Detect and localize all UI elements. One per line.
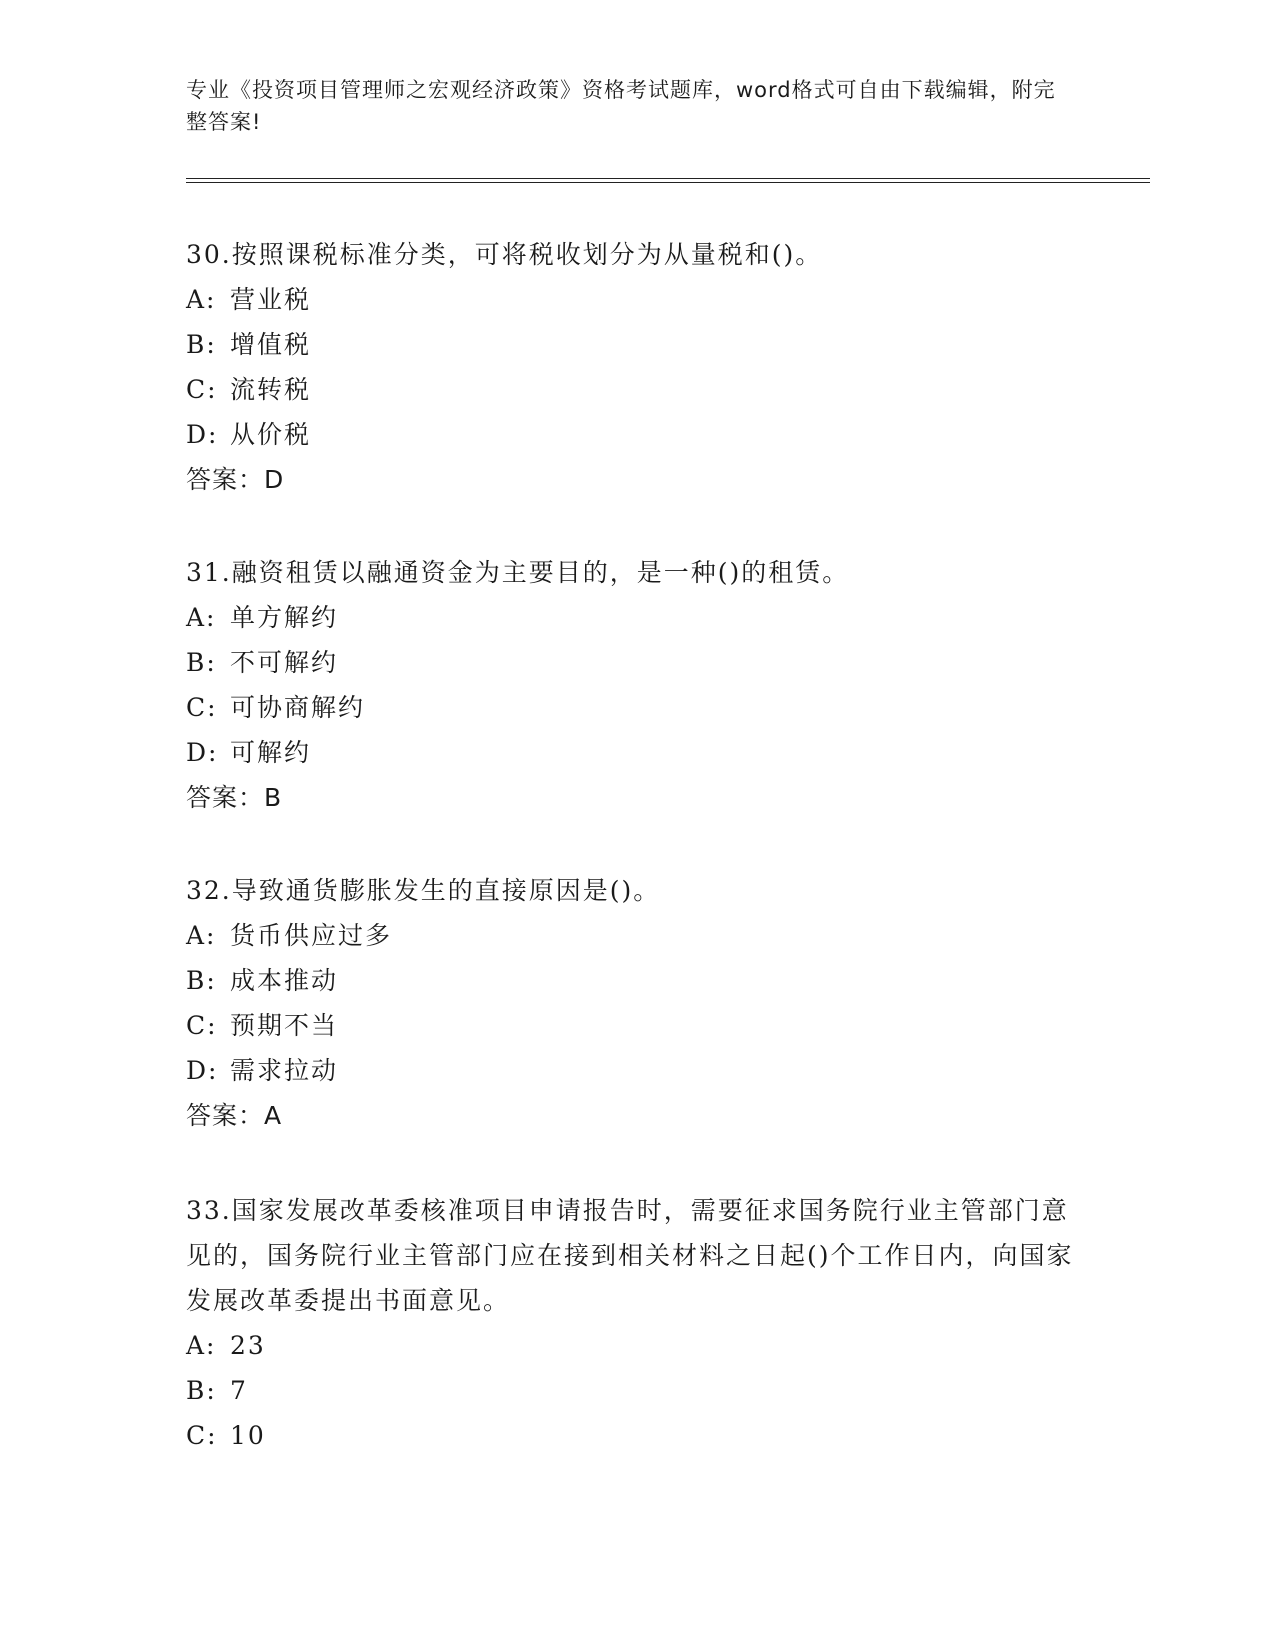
option-letter: A: [186, 1331, 217, 1360]
option-c [186, 1413, 1086, 1458]
question-31 [186, 550, 1086, 820]
option-b [186, 640, 1086, 685]
option-d [186, 1048, 1086, 1093]
option-text: 23 [230, 1331, 266, 1360]
option-letter: C: [186, 693, 218, 722]
option-text: 可解约 [230, 738, 312, 767]
option-b [186, 1368, 1086, 1413]
question-stem: 30.按照课税标准分类，可将税收划分为从量税和()。 [186, 240, 823, 269]
option-text: 预期不当 [230, 1011, 339, 1040]
question-32 [186, 868, 1086, 1138]
option-letter: A: [186, 921, 217, 950]
option-text: 增值税 [230, 330, 312, 359]
option-a [186, 1323, 1086, 1368]
option-a [186, 595, 1086, 640]
option-text: 需求拉动 [230, 1056, 339, 1085]
option-c [186, 685, 1086, 730]
question-stem: 32.导致通货膨胀发生的直接原因是()。 [186, 876, 661, 905]
option-a [186, 913, 1086, 958]
header-divider-bottom [186, 182, 1150, 183]
answer-line: 答案：A [186, 1101, 283, 1130]
option-d [186, 730, 1086, 775]
answer-line: 答案：D [186, 465, 285, 494]
option-d [186, 412, 1086, 457]
option-b [186, 958, 1086, 1003]
option-letter: C: [186, 375, 218, 404]
option-letter: B: [186, 1376, 217, 1405]
option-letter: D: [186, 420, 219, 449]
question-stem: 33.国家发展改革委核准项目申请报告时，需要征求国务院行业主管部门意见的，国务院行业主管部门应在接到相关材料之日起()个工作日内，向国家发展改革委提出书面意见。 [186, 1196, 1074, 1315]
option-text: 10 [230, 1421, 266, 1450]
question-33 [186, 1188, 1086, 1458]
answer-line: 答案：B [186, 783, 283, 812]
option-letter: B: [186, 966, 217, 995]
option-text: 成本推动 [230, 966, 339, 995]
question-30 [186, 232, 1086, 502]
option-letter: B: [186, 648, 217, 677]
option-text: 不可解约 [230, 648, 339, 677]
option-letter: A: [186, 285, 217, 314]
option-letter: A: [186, 603, 217, 632]
option-text: 营业税 [230, 285, 312, 314]
option-letter: D: [186, 738, 219, 767]
option-text: 流转税 [230, 375, 312, 404]
option-text: 可协商解约 [230, 693, 366, 722]
document-header: 专业《投资项目管理师之宏观经济政策》资格考试题库，word格式可自由下载编辑，附完整答案! [186, 78, 1056, 134]
option-b [186, 322, 1086, 367]
option-c [186, 1003, 1086, 1048]
question-stem: 31.融资租赁以融通资金为主要目的，是一种()的租赁。 [186, 558, 850, 587]
option-letter: C: [186, 1011, 218, 1040]
option-letter: B: [186, 330, 217, 359]
option-text: 7 [230, 1376, 248, 1405]
option-letter: D: [186, 1056, 219, 1085]
header-divider-top [186, 178, 1150, 179]
option-text: 单方解约 [230, 603, 339, 632]
option-c [186, 367, 1086, 412]
option-text: 货币供应过多 [230, 921, 393, 950]
option-letter: C: [186, 1421, 218, 1450]
option-text: 从价税 [230, 420, 312, 449]
option-a [186, 277, 1086, 322]
